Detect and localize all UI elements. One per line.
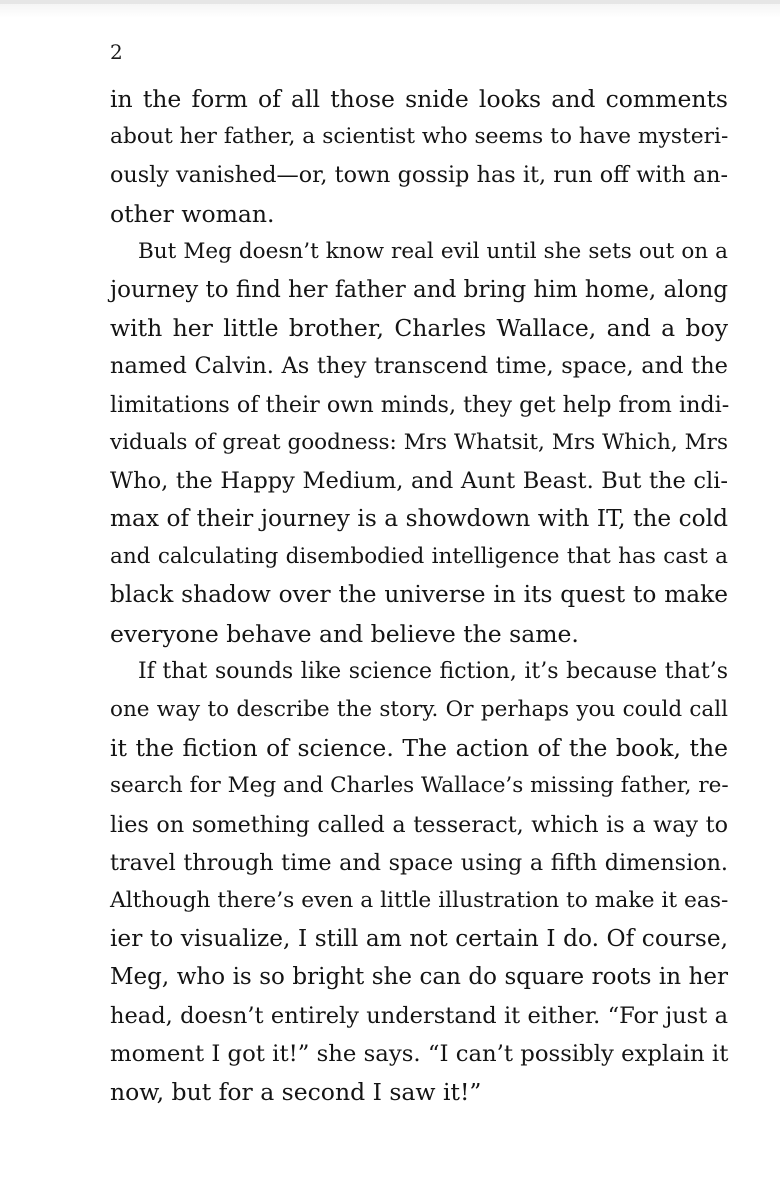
paragraph-2-line: with her little brother, Charles Wallace, and a boy — [110, 314, 728, 343]
paragraph-2-line: and calculating disembodied intelligence that has cast a — [110, 544, 728, 570]
paragraph-3-line: head, doesn’t entirely understand it either. “For just a — [110, 1002, 728, 1029]
paragraph-3-line: ier to visualize, I still am not certain I do. Of course, — [110, 925, 728, 953]
paragraph-3-line: moment I got it!” she says. “I can’t possibly explain it — [110, 1040, 729, 1067]
paragraph-2-line: But Meg doesn’t know real evil until she sets out on a — [138, 238, 728, 264]
paragraph-3-line: one way to describe the story. Or perhaps you could call — [110, 697, 728, 722]
paragraph-3-line: travel through time and space using a fifth dimension. — [110, 849, 728, 876]
paragraph-2-line: limitations of their own minds, they get help from indi- — [110, 391, 730, 418]
paragraph-3-line: Although there’s even a little illustration to make it eas- — [110, 887, 729, 913]
page-number: 2 — [110, 40, 123, 64]
paragraph-2-line: journey to find her father and bring him home, along — [110, 276, 728, 303]
paragraph-2-line: Who, the Happy Medium, and Aunt Beast. But the cli- — [110, 467, 728, 494]
paragraph-3-line: lies on something called a tesseract, which is a way to — [110, 811, 728, 838]
paragraph-2-line: named Calvin. As they transcend time, space, and the — [110, 353, 728, 380]
page-top-edge — [0, 0, 780, 4]
paragraph-2-line: black shadow over the universe in its quest to make — [110, 581, 728, 609]
paragraph-2-line: everyone behave and believe the same. — [110, 619, 579, 648]
paragraph-3-line: it the fiction of science. The action of the book, the — [110, 734, 728, 763]
paragraph-3-line: Meg, who is so bright she can do square roots in her — [110, 964, 728, 991]
paragraph-1-line: about her father, a scientist who seems to have mysteri- — [110, 124, 729, 150]
paragraph-1-line: in the form of all those snide looks and comments — [110, 85, 728, 113]
paragraph-1-line: other woman. — [110, 199, 275, 228]
paragraph-2-line: max of their journey is a showdown with IT, the cold — [110, 505, 728, 533]
paragraph-3-line: If that sounds like science fiction, it’s because that’s — [138, 658, 728, 684]
body-text — [110, 80, 728, 1111]
paragraph-3-line: now, but for a second I saw it!” — [110, 1077, 482, 1106]
paragraph-2-line: viduals of great goodness: Mrs Whatsit, Mrs Which, Mrs — [110, 429, 728, 455]
paragraph-1-line: ously vanished—or, town gossip has it, run off with an- — [110, 162, 728, 189]
paragraph-3-line: search for Meg and Charles Wallace’s missing father, re- — [110, 773, 729, 799]
